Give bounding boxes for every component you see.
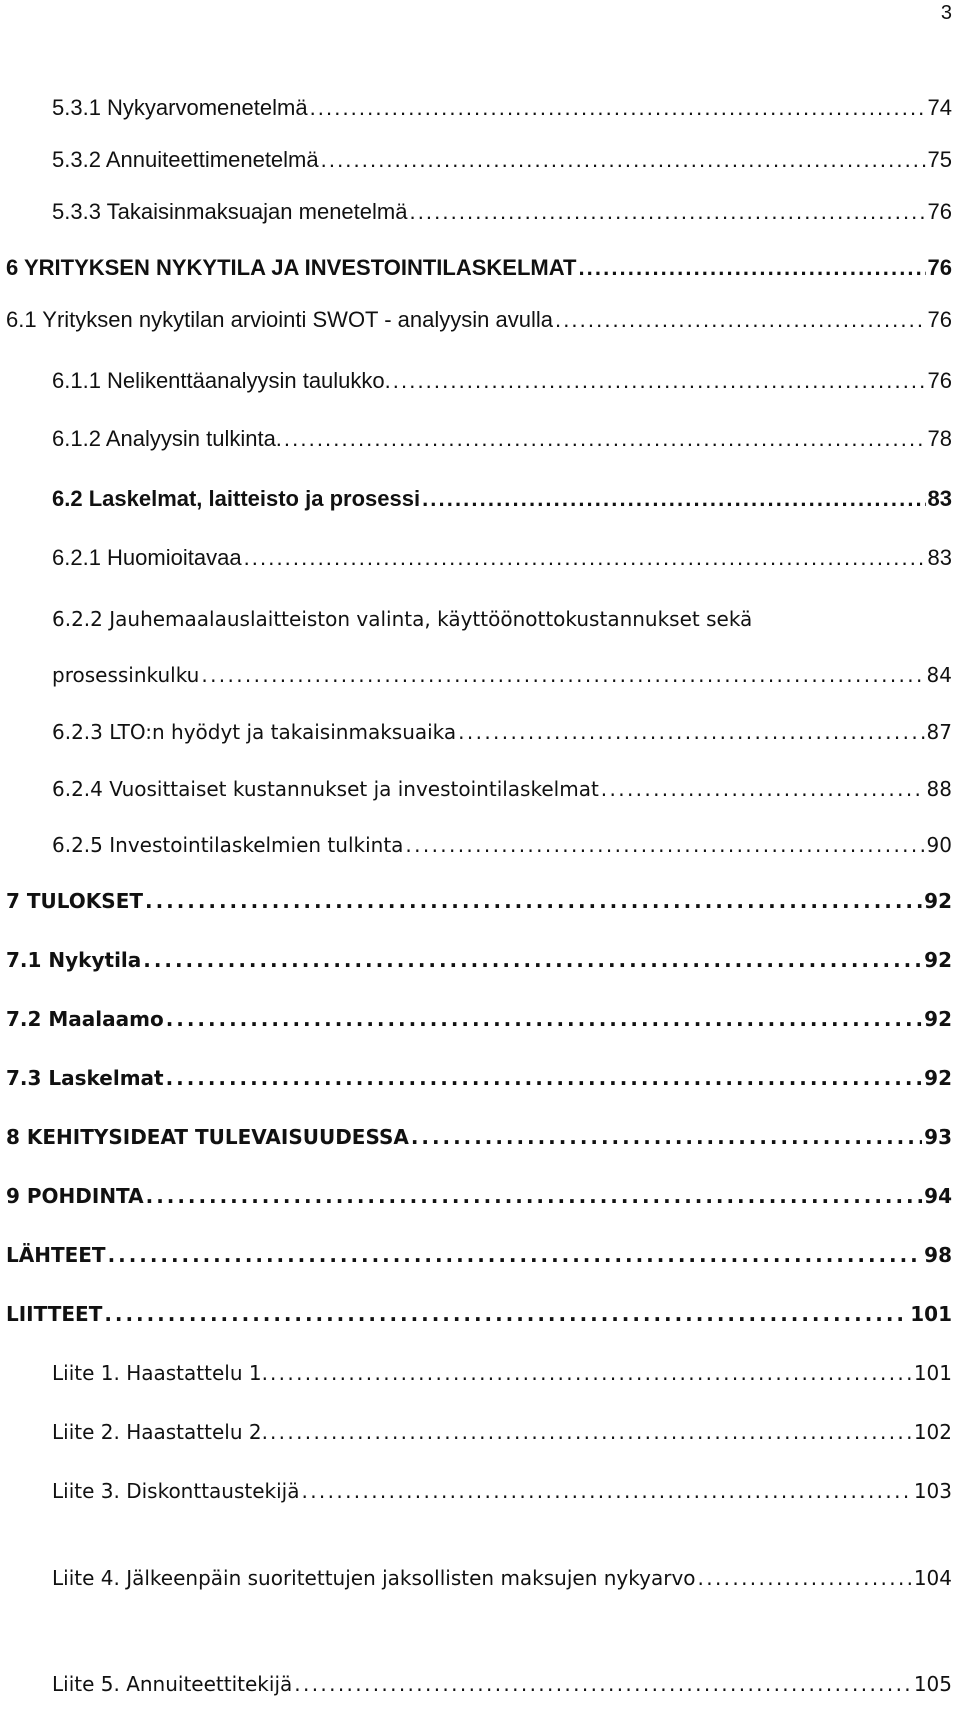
toc-entry-label: 6.2 Laskelmat, laitteisto ja prosessi (52, 486, 421, 511)
dot-leader (270, 1417, 912, 1447)
toc-entry-label: 6 YRITYKSEN NYKYTILA JA INVESTOINTILASKELMAT (6, 255, 577, 280)
toc-entry-label: 7.1 Nykytila (6, 948, 142, 972)
toc-entry-label: 6.1 Yrityksen nykytilan arviointi SWOT - analyysin avulla (6, 307, 553, 332)
toc-entry-page: 92 (924, 948, 952, 972)
toc-entry-label: Liite 5. Annuiteettitekijä (52, 1672, 293, 1696)
toc-entry-page: 103 (913, 1479, 952, 1503)
toc-entry-7-3[interactable] (6, 1063, 952, 1093)
dot-leader (146, 1181, 923, 1211)
toc-entry-page: 78 (927, 426, 952, 451)
toc-entry-liite-5[interactable] (52, 1669, 952, 1699)
toc-entry-page: 74 (927, 95, 952, 120)
toc-entry-page: 105 (913, 1672, 952, 1696)
toc-entry-label: 6.2.1 Huomioitavaa (52, 545, 242, 570)
dot-leader (143, 945, 922, 975)
toc-entry-page: 83 (927, 486, 952, 511)
toc-entry-label: 7 TULOKSET (6, 889, 144, 913)
toc-entry-page: 101 (910, 1302, 952, 1326)
toc-entry-6-1-2[interactable] (52, 424, 952, 454)
toc-entry-page: 98 (924, 1243, 952, 1267)
dot-leader (422, 484, 925, 514)
toc-entry-page: 84 (926, 663, 952, 687)
toc-entry-page: 102 (913, 1420, 952, 1444)
dot-leader (555, 305, 926, 335)
toc-entry-page: 76 (927, 255, 952, 280)
dot-leader (458, 717, 924, 747)
toc-entry-label: prosessinkulku (52, 663, 200, 687)
dot-leader (108, 1240, 923, 1270)
toc-entry-lahteet[interactable] (6, 1240, 952, 1270)
toc-entry-6-2-3[interactable] (52, 717, 952, 747)
toc-entry-page: 93 (924, 1125, 952, 1149)
dot-leader (201, 660, 924, 690)
toc-entry-page: 76 (927, 368, 952, 393)
dot-leader (578, 253, 925, 283)
toc-entry-page: 101 (913, 1361, 952, 1385)
toc-entry-6-2-2-line1[interactable]: 6.2.2 Jauhemaalauslaitteiston valinta, käyttöönottokustannukset sekä (52, 607, 753, 631)
dot-leader (104, 1299, 908, 1329)
toc-entry-6-2-1[interactable] (52, 543, 952, 573)
toc-entry-9[interactable] (6, 1181, 952, 1211)
dot-leader (244, 543, 926, 573)
toc-entry-liitteet[interactable] (6, 1299, 952, 1329)
toc-entry-page: 76 (927, 199, 952, 224)
toc-entry-label: Liite 2. Haastattelu 2. (52, 1420, 268, 1444)
toc-entry-liite-3[interactable] (52, 1476, 952, 1506)
dot-leader (310, 93, 926, 123)
toc-entry-liite-4[interactable] (52, 1563, 952, 1593)
toc-entry-6[interactable] (6, 253, 952, 283)
dot-leader (302, 1476, 912, 1506)
toc-entry-label: Liite 1. Haastattelu 1. (52, 1361, 268, 1385)
dot-leader (405, 830, 924, 860)
toc-entry-page: 83 (927, 545, 952, 570)
toc-entry-page: 92 (924, 1007, 952, 1031)
toc-entry-page: 104 (913, 1566, 952, 1590)
dot-leader (270, 1358, 912, 1388)
toc-entry-label: 8 KEHITYSIDEAT TULEVAISUUDESSA (6, 1125, 409, 1149)
toc-entry-5-3-2[interactable] (52, 145, 952, 175)
dot-leader (166, 1004, 922, 1034)
dot-leader (698, 1563, 912, 1593)
toc-entry-page: 94 (924, 1184, 952, 1208)
toc-entry-label: 6.2.4 Vuosittaiset kustannukset ja investointilaskelmat (52, 777, 599, 801)
dot-leader (166, 1063, 923, 1093)
toc-entry-page: 76 (927, 307, 952, 332)
toc-entry-liite-1[interactable] (52, 1358, 952, 1388)
toc-entry-liite-2[interactable] (52, 1417, 952, 1447)
toc-entry-label: 9 POHDINTA (6, 1184, 144, 1208)
toc-entry-label: LÄHTEET (6, 1243, 106, 1267)
toc-entry-5-3-1[interactable] (52, 93, 952, 123)
toc-entry-label: 6.1.2 Analyysin tulkinta. (52, 426, 282, 451)
toc-entry-7-1[interactable] (6, 945, 952, 975)
toc-entry-label: Liite 4. Jälkeenpäin suoritettujen jaksollisten maksujen nykyarvo (52, 1566, 696, 1590)
dot-leader (145, 886, 922, 916)
toc-entry-page: 92 (924, 889, 952, 913)
toc-entry-label: 5.3.3 Takaisinmaksuajan menetelmä (52, 199, 408, 224)
toc-entry-label: LIITTEET (6, 1302, 103, 1326)
toc-entry-6-2-5[interactable] (52, 830, 952, 860)
toc-entry-page: 90 (926, 833, 952, 857)
dot-leader (284, 424, 926, 454)
toc-entry-page: 92 (924, 1066, 952, 1090)
toc-entry-label: 6.1.1 Nelikenttäanalyysin taulukko. (52, 368, 391, 393)
toc-entry-7[interactable] (6, 886, 952, 916)
dot-leader (393, 366, 926, 396)
toc-entry-6-2-4[interactable] (52, 774, 952, 804)
toc-entry-page: 87 (926, 720, 952, 744)
toc-entry-label: 5.3.2 Annuiteettimenetelmä (52, 147, 319, 172)
toc-entry-label: 7.2 Maalaamo (6, 1007, 164, 1031)
toc-entry-8[interactable] (6, 1122, 952, 1152)
dot-leader (601, 774, 925, 804)
toc-entry-6-1[interactable] (6, 305, 952, 335)
toc-entry-6-2[interactable] (52, 484, 952, 514)
toc-entry-label: 5.3.1 Nykyarvomenetelmä (52, 95, 308, 120)
toc-entry-label: Liite 3. Diskonttaustekijä (52, 1479, 300, 1503)
toc-entry-6-2-2[interactable] (52, 660, 952, 690)
dot-leader (321, 145, 926, 175)
toc-entry-label: 6.2.3 LTO:n hyödyt ja takaisinmaksuaika (52, 720, 457, 744)
dot-leader (409, 197, 925, 227)
toc-entry-page: 75 (927, 147, 952, 172)
dot-leader (294, 1669, 912, 1699)
dot-leader (411, 1122, 922, 1152)
page-number: 3 (940, 2, 952, 24)
toc-entry-label: 7.3 Laskelmat (6, 1066, 164, 1090)
toc-entry-6-1-1[interactable] (52, 366, 952, 396)
toc-entry-label: 6.2.5 Investointilaskelmien tulkinta (52, 833, 404, 857)
toc-entry-5-3-3[interactable] (52, 197, 952, 227)
toc-entry-7-2[interactable] (6, 1004, 952, 1034)
toc-entry-page: 88 (926, 777, 952, 801)
